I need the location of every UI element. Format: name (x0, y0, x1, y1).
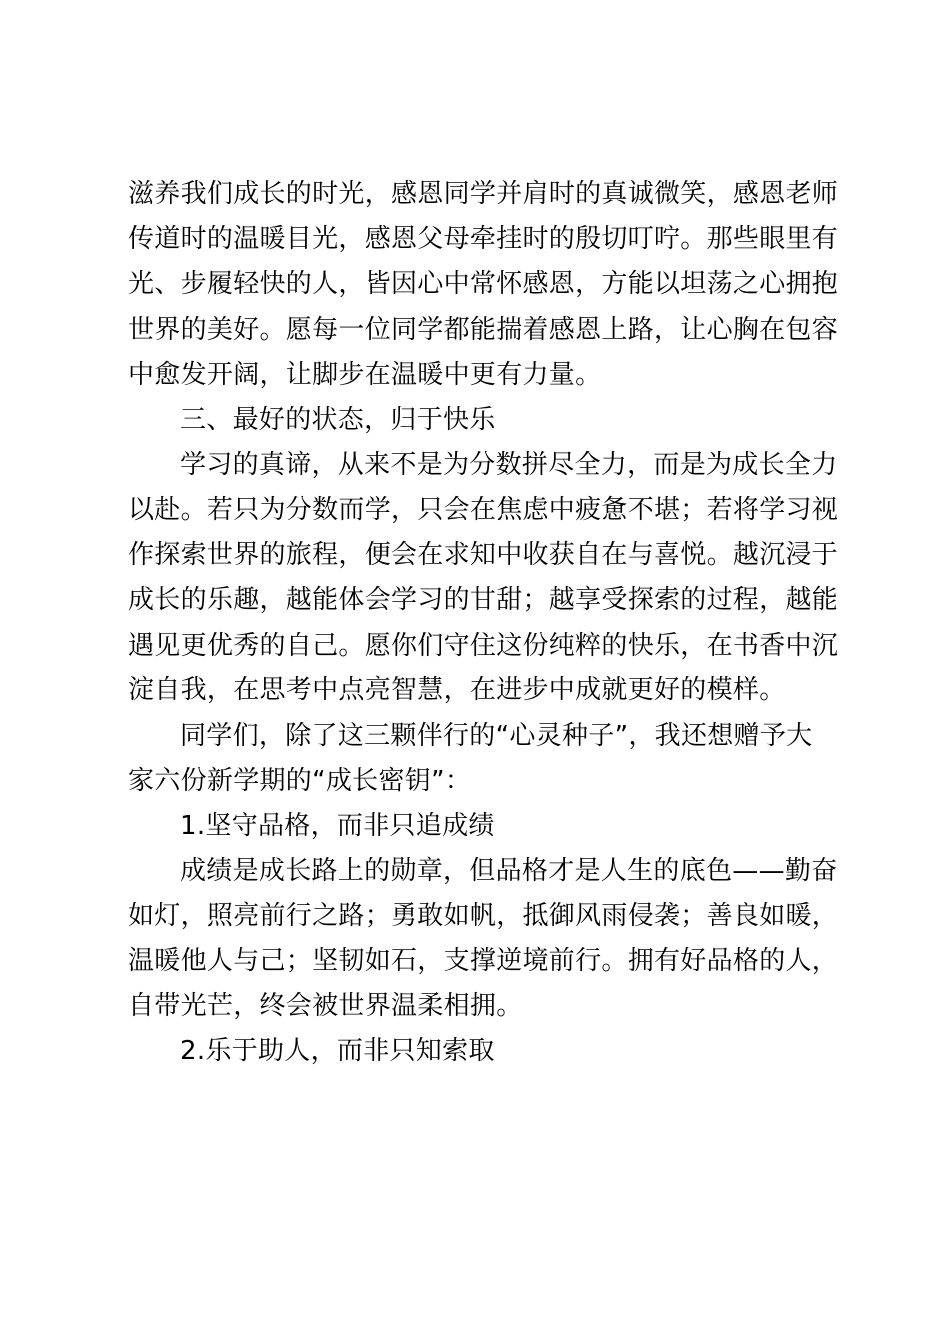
body-text-line: 滋养我们成长的时光，感恩同学并肩时的真诚微笑，感恩老师 (128, 179, 839, 209)
body-text-line: 光、步履轻快的人，皆因心中常怀感恩，方能以坦荡之心拥抱 (128, 269, 839, 299)
body-text-line: 作探索世界的旅程，便会在求知中收获自在与喜悦。越沉浸于 (128, 540, 839, 570)
body-text-line: 自带光芒，终会被世界温柔相拥。 (128, 991, 523, 1021)
body-text-line: 淀自我，在思考中点亮智慧，在进步中成就更好的模样。 (128, 675, 786, 705)
body-text-line: 世界的美好。愿每一位同学都能揣着感恩上路，让心胸在包容 (128, 315, 839, 345)
list-item-heading: 1.坚守品格，而非只追成绩 (180, 811, 495, 841)
body-text-line: 传道时的温暖目光，感恩父母牵挂时的殷切叮咛。那些眼里有 (128, 224, 839, 254)
body-text-line: 温暖他人与己；坚韧如石，支撑逆境前行。拥有好品格的人， (128, 946, 839, 976)
section-heading: 三、最好的状态，归于快乐 (180, 405, 496, 435)
body-text-line: 家六份新学期的“成长密钥”： (128, 766, 472, 796)
body-text-line: 成绩是成长路上的勋章，但品格才是人生的底色——勤奋 (180, 856, 838, 886)
body-text-line: 学习的真谛，从来不是为分数拼尽全力，而是为成长全力 (180, 450, 838, 480)
body-text-line: 遇见更优秀的自己。愿你们守住这份纯粹的快乐，在书香中沉 (128, 631, 839, 661)
body-text-line: 中愈发开阔，让脚步在温暖中更有力量。 (128, 360, 602, 390)
body-text-line: 如灯，照亮前行之路；勇敢如帆，抵御风雨侵袭；善良如暖， (128, 901, 839, 931)
body-text-line: 成长的乐趣，越能体会学习的甘甜；越享受探索的过程，越能 (128, 585, 839, 615)
body-text-line: 同学们，除了这三颗伴行的“心灵种子”，我还想赠予大 (180, 721, 813, 751)
list-item-heading: 2.乐于助人，而非只知索取 (180, 1036, 495, 1066)
body-text-line: 以赴。若只为分数而学，只会在焦虑中疲惫不堪；若将学习视 (128, 495, 839, 525)
